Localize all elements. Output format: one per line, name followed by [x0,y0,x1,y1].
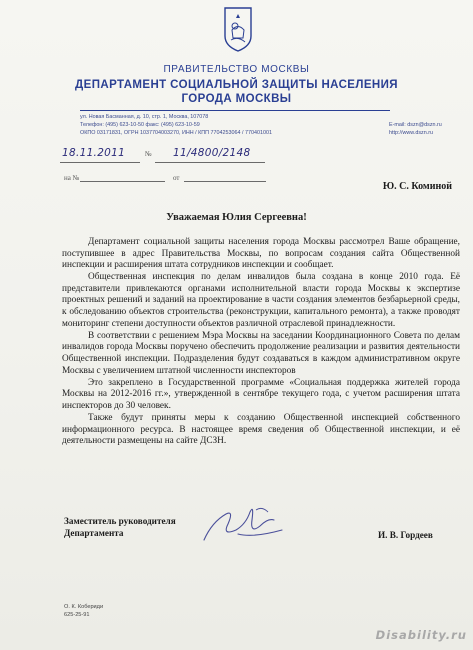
moscow-coat-of-arms-icon [223,6,253,52]
executor-info [64,603,103,619]
reference-number-line [80,181,165,182]
email-line: E-mail: dszn@dszn.ru [389,122,442,128]
web-line: http://www.dszn.ru [389,130,434,136]
registration-date: 18.11.2011 [62,147,126,159]
handwritten-signature [198,500,288,548]
body-paragraph: Департамент социальной защиты населения города Москвы рассмотрел Ваше обращение, поступившее в адрес Правительства Москвы, по вопросам создания сайта Общественной инспекции и расширения штата сотрудников инспекции и сообщает. [62,237,460,271]
signatory-title-line2: Департамента [64,528,124,538]
executor-name: О. К. Кобериди [64,604,104,610]
signatory-name: И. В. Гордеев [378,530,433,540]
government-title: ПРАВИТЕЛЬСТВО МОСКВЫ [163,64,310,75]
signatory-title-line1: Заместитель руководителя [64,516,176,526]
body-paragraph: Это закреплено в Государственной программе «Социальная поддержка жителей города Москвы на 2012-2016 гг.», утвержденной в сентябре текущего года, с учетом расширения штата инспекторов до 30 человек. [62,377,460,411]
addressee: Ю. С. Коминой [382,181,452,192]
department-title-line1: ДЕПАРТАМЕНТ СОЦИАЛЬНОЙ ЗАЩИТЫ НАСЕЛЕНИЯ [75,79,398,91]
number-label: № [145,150,152,158]
phones-line: Телефон: (495) 623-10-50 факс: (495) 623-10-59 [80,122,200,128]
registration-number: 11/4800/2148 [173,147,251,159]
signatory-title [64,515,176,539]
department-title-line2: ГОРОДА МОСКВЫ [181,93,292,105]
greeting: Уважаемая Юлия Сергеевна! [166,212,307,223]
header-divider [80,110,390,111]
body-paragraph: Также будут приняты меры к созданию Общественной инспекцией собственного информационного ресурса. В настоящее время сведения об Общественной инспекции, и её деятельности размещены на сайте ДСЗН. [62,412,460,447]
department-online-contacts [389,121,442,137]
address-line: ул. Новая Басманная, д. 10, стр. 1, Москва, 107078 [80,114,209,120]
letter-body [62,237,460,448]
body-paragraph: В соответствии с решением Мэра Москвы на заседании Координационного Совета по делам инвалидов города Москвы поручено обеспечить продолжение реализации и развития деятельности Общественной инспекции. Подразделения будут создаваться в каждом административном округе Москвы с увеличением штатной численности инспекторов [62,330,460,376]
department-contacts [80,113,272,137]
reference-number-label: на № [64,174,80,182]
reference-date-line [184,181,266,182]
date-underline [60,162,140,163]
reference-date-label: от [173,174,180,182]
number-underline [155,162,265,163]
executor-phone: 625-25-91 [64,612,90,618]
body-paragraph: Общественная инспекция по делам инвалидов была создана в конце 2010 года. Её представители привлекаются органами исполнительной власти города Москвы к экспертизе проектных решений и заданий на проектирование в части создания элементов безбарьерной среды, к обследованию объектов строительства (реконструкции, капитального ремонта), а также проводят мониторинг степени доступности объектов различной отраслевой принадлежности. [62,272,460,329]
site-watermark: Disability.ru [375,628,467,642]
codes-line: ОКПО 03171831, ОГРН 1037704003270, ИНН / КПП 7704253064 / 770401001 [80,130,272,136]
